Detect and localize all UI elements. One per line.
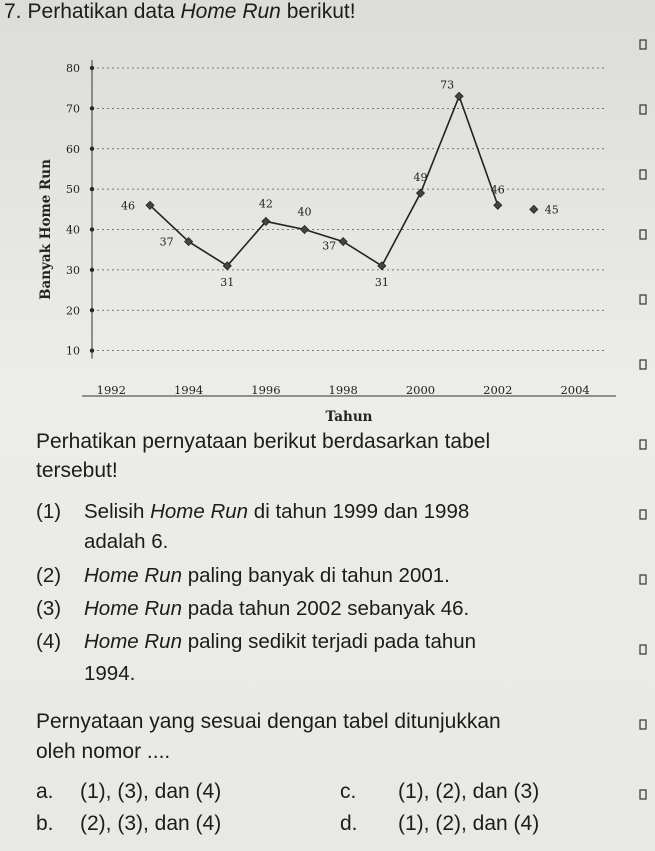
data-label: 46: [120, 199, 135, 213]
question-intro-em: Home Run: [180, 0, 281, 23]
statement-post: paling banyak di tahun 2001.: [187, 564, 450, 587]
statement-1-line-2: adalah 6.: [84, 530, 169, 553]
binding-edge-decoration: [637, 0, 651, 851]
y-tick-label: 40: [66, 223, 80, 237]
option-text: (2), (3), dan (4): [80, 812, 222, 835]
statement-post: di tahun 1999 dan 1998: [253, 500, 470, 523]
option-text: (1), (3), dan (4): [80, 780, 222, 803]
closing-line-2: oleh nomor ....: [36, 740, 171, 763]
y-tick-label: 50: [66, 183, 80, 197]
extra-data-point: [530, 205, 538, 213]
option-letter: a.: [36, 780, 54, 803]
data-label: 40: [297, 205, 312, 219]
data-point: [455, 92, 463, 100]
statement-pre: Selisih: [84, 500, 145, 523]
y-axis-title: Banyak Home Run: [38, 159, 54, 300]
y-tick-label: 70: [66, 102, 80, 116]
statement-em: Home Run: [84, 564, 182, 587]
question-title: [4, 0, 356, 24]
option-letter: b.: [36, 812, 54, 835]
option-letter: d.: [340, 812, 358, 835]
option-d[interactable]: [340, 812, 539, 836]
data-label: 31: [374, 275, 389, 289]
statement-4-line-2: 1994.: [84, 662, 136, 685]
data-label: 37: [322, 239, 337, 253]
x-tick-label: 1998: [328, 383, 358, 397]
statement-number: (3): [36, 597, 62, 620]
question-intro-pre: Perhatikan data: [27, 0, 175, 23]
option-a[interactable]: [36, 780, 221, 804]
statement-post: paling sedikit terjadi pada tahun: [187, 630, 477, 653]
instruction-line-1: Perhatikan pernyataan berikut berdasarkan tabel: [36, 430, 491, 453]
data-label: 73: [440, 78, 455, 92]
data-point: [494, 201, 502, 209]
data-label: 31: [220, 275, 235, 289]
option-text: (1), (2), dan (4): [398, 812, 540, 835]
x-tick-label: 1996: [251, 383, 281, 397]
statement-em: Home Run: [150, 500, 249, 523]
statement-em: Home Run: [84, 597, 182, 620]
x-tick-label: 1994: [173, 383, 204, 397]
statement-3: [36, 597, 469, 621]
statement-1: [36, 500, 469, 524]
y-tick-label: 10: [66, 344, 80, 358]
option-b[interactable]: [36, 812, 221, 836]
x-tick-label: 2002: [483, 383, 513, 397]
y-tick-label: 80: [66, 62, 80, 75]
statement-2: [36, 564, 450, 588]
data-label: 37: [159, 235, 174, 249]
y-tick-label: 60: [66, 142, 80, 156]
option-letter: c.: [340, 780, 357, 803]
data-label: 49: [413, 171, 428, 185]
x-axis-title: Tahun: [325, 409, 373, 424]
statement-number: (2): [36, 564, 62, 587]
statement-4: [36, 630, 476, 654]
y-tick-label: 30: [66, 263, 80, 277]
question-intro-post: berikut!: [286, 0, 356, 23]
question-number: 7.: [4, 0, 22, 23]
instruction-line-2: tersebut!: [36, 459, 118, 482]
option-c[interactable]: [340, 780, 539, 804]
closing-line-1: Pernyataan yang sesuai dengan tabel ditunjukkan: [36, 710, 501, 733]
data-label: 46: [490, 183, 505, 197]
statement-number: (1): [36, 500, 62, 523]
statement-number: (4): [36, 630, 62, 653]
statement-em: Home Run: [84, 630, 182, 653]
home-run-chart: [0, 24, 640, 424]
data-point: [301, 226, 309, 234]
x-tick-label: 1992: [96, 383, 126, 397]
data-point: [416, 189, 424, 197]
chart-svg: [0, 24, 640, 424]
x-tick-label: 2004: [560, 383, 590, 397]
data-label: 42: [258, 197, 273, 211]
y-tick-label: 20: [66, 304, 80, 318]
option-text: (1), (2), dan (3): [398, 780, 540, 803]
extra-data-label: 45: [544, 203, 559, 217]
statement-post: pada tahun 2002 sebanyak 46.: [187, 597, 470, 620]
data-point: [378, 262, 386, 270]
x-tick-label: 2000: [405, 383, 436, 397]
data-point: [339, 238, 347, 246]
